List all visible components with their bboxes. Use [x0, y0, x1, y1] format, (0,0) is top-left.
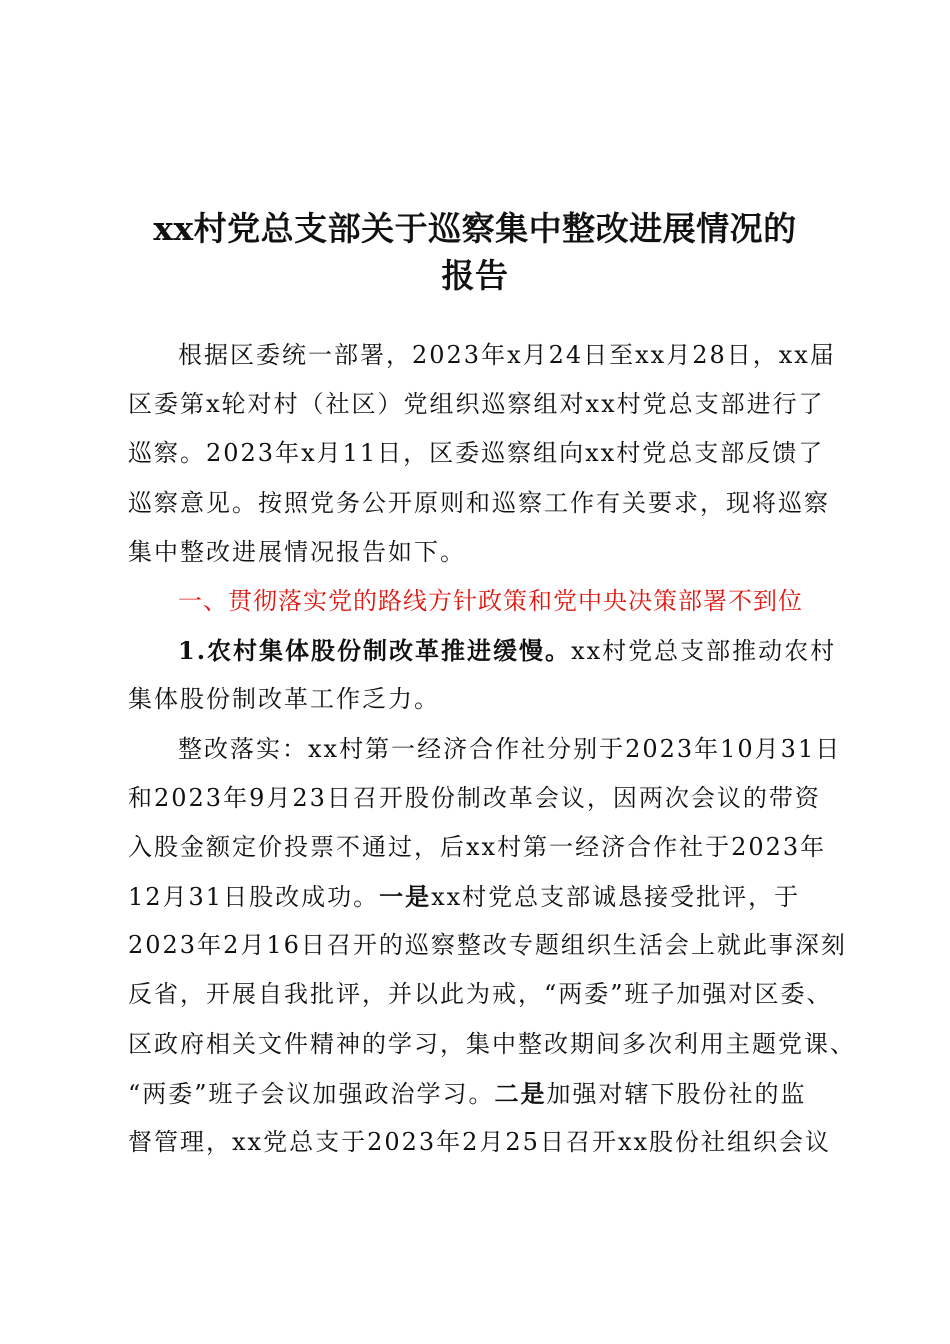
rectification-line [128, 872, 838, 921]
rectification-text: 12月31日股改成功。 [128, 883, 380, 912]
intro-line: 巡察意见。按照党务公开原则和巡察工作有关要求，现将巡察 [128, 488, 830, 517]
intro-line: 集中整改进展情况报告如下。 [128, 537, 466, 566]
rectification-line: 督管理，xx党总支于2023年2月25日召开xx股份社组织会议 [128, 1128, 832, 1156]
item-line [128, 626, 838, 675]
document-body [128, 331, 856, 1167]
rectification-text: 加强对辖下股份社的监 [546, 1079, 807, 1108]
item-text: xx村党总支部推动农村 [571, 637, 837, 666]
rectification-line: 整改落实：xx村第一经济合作社分别于2023年10月31日 [178, 734, 842, 763]
item-title: 1.农村集体股份制改革推进缓慢。 [178, 636, 572, 666]
point-marker: 一是 [379, 882, 432, 912]
intro-line: 根据区委统一部署，2023年x月24日至xx月28日，xx届 [178, 341, 836, 369]
rectification-line: 反省，开展自我批评，并以此为戒，“两委”班子加强对区委、 [128, 980, 833, 1009]
intro-line: 区委第x轮对村（社区）党组织巡察组对xx村党总支部进行了 [128, 390, 825, 419]
intro-line: 巡察。2023年x月11日，区委巡察组向xx村党总支部反馈了 [128, 439, 825, 468]
section-heading: 一、贯彻落实党的路线方针政策和党中央决策部署不到位 [178, 586, 803, 615]
rectification-text: xx村党总支部诚恳接受批评，于 [431, 883, 801, 912]
document-title-line-2: 报告 [441, 256, 509, 295]
rectification-line: 2023年2月16日召开的巡察整改专题组织生活会上就此事深刻 [128, 931, 847, 960]
document-title-line-1: xx村党总支部关于巡察集中整改进展情况的 [153, 209, 797, 248]
rectification-line: 区政府相关文件精神的学习，集中整改期间多次利用主题党课、 [128, 1029, 856, 1058]
rectification-line: 和2023年9月23日召开股份制改革会议，因两次会议的带资 [128, 783, 821, 812]
item-line: 集体股份制改革工作乏力。 [128, 685, 440, 714]
rectification-text: “两委”班子会议加强政治学习。 [128, 1079, 495, 1108]
rectification-line: 入股金额定价投票不通过，后xx村第一经济合作社于2023年 [128, 832, 827, 861]
point-marker: 二是 [494, 1078, 547, 1108]
rectification-line [128, 1069, 838, 1118]
